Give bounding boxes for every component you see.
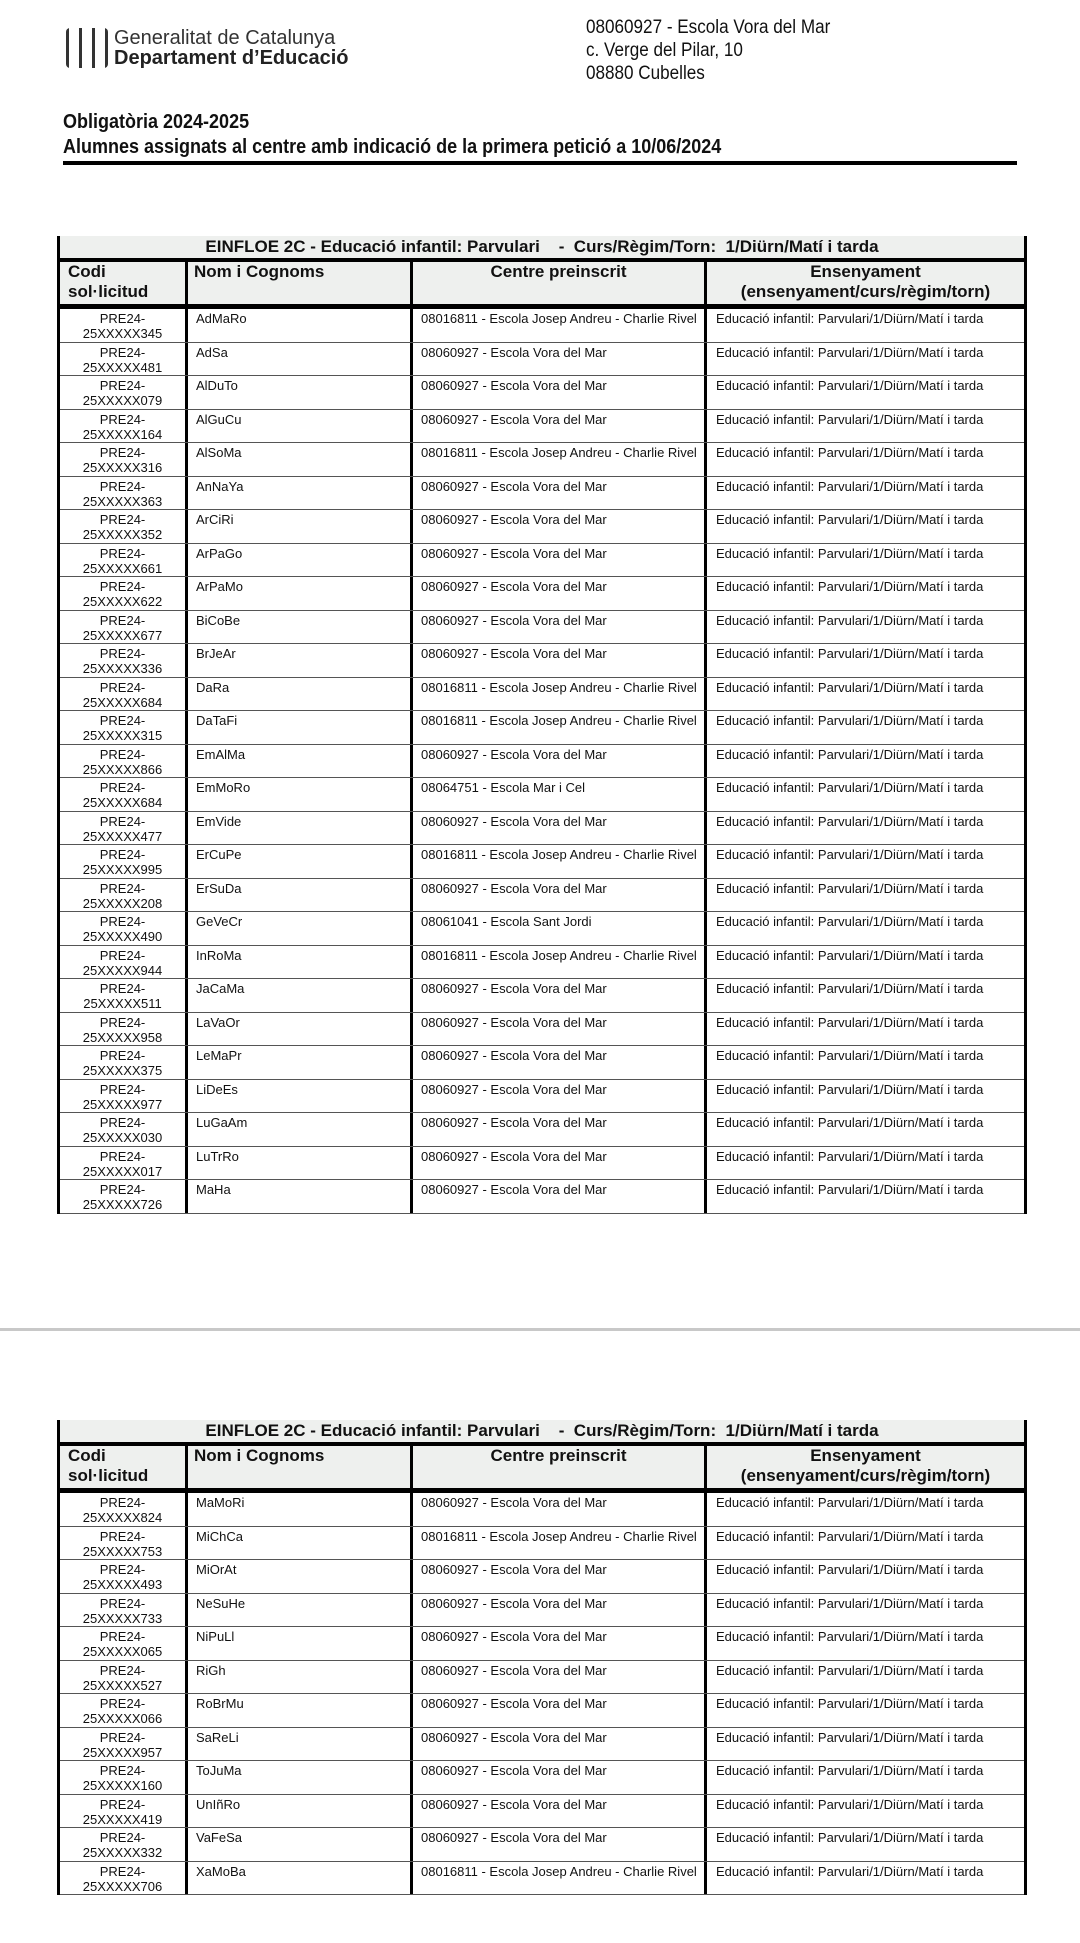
cell-codi: PRE24- 25XXXXX527 <box>82 1662 163 1693</box>
cell-nom: EmAlMa <box>185 745 410 778</box>
cell-codi: PRE24- 25XXXXX066 <box>82 1696 163 1726</box>
table-row <box>60 711 1024 745</box>
cell-codi: PRE24- 25XXXXX345 <box>82 311 163 341</box>
table-header <box>60 1446 1024 1493</box>
cell-codi: PRE24- 25XXXXX684 <box>82 780 163 810</box>
table-row <box>60 1627 1024 1661</box>
table-row <box>60 1013 1024 1047</box>
header-codi-l2: sol·licitud <box>68 282 149 301</box>
header-codi-l2: sol·licitud <box>68 1466 149 1485</box>
generalitat-logo <box>66 28 349 68</box>
table-row <box>60 1046 1024 1080</box>
cell-codi: PRE24- 25XXXXX957 <box>82 1729 163 1760</box>
cell-codi: PRE24- 25XXXXX733 <box>82 1595 163 1626</box>
cell-ensenyament: Educació infantil: Parvulari/1/Diürn/Matí i tarda <box>704 1080 1024 1113</box>
cell-codi: PRE24- 25XXXXX977 <box>82 1081 163 1112</box>
cell-nom: NiPuLl <box>185 1627 410 1660</box>
cell-centre: 08060927 - Escola Vora del Mar <box>410 979 704 1012</box>
cell-ensenyament: Educació infantil: Parvulari/1/Diürn/Matí i tarda <box>704 745 1024 778</box>
cell-nom: DaTaFi <box>185 711 410 744</box>
cell-nom: MiChCa <box>185 1527 410 1560</box>
table-row <box>60 1147 1024 1181</box>
cell-nom: UnIñRo <box>185 1795 410 1828</box>
cell-ensenyament: Educació infantil: Parvulari/1/Diürn/Matí i tarda <box>704 845 1024 878</box>
cell-nom: MiOrAt <box>185 1560 410 1593</box>
header-codi-l1: Codi <box>68 262 106 281</box>
cell-ensenyament: Educació infantil: Parvulari/1/Diürn/Matí i tarda <box>704 410 1024 443</box>
cell-codi: PRE24- 25XXXXX160 <box>82 1763 163 1793</box>
cell-nom: SaReLi <box>185 1728 410 1761</box>
cell-centre: 08016811 - Escola Josep Andreu - Charlie Rivel <box>410 711 704 744</box>
school-street: c. Verge del Pilar, 10 <box>586 40 743 61</box>
cell-centre: 08060927 - Escola Vora del Mar <box>410 1046 704 1079</box>
cell-ensenyament: Educació infantil: Parvulari/1/Diürn/Matí i tarda <box>704 678 1024 711</box>
cell-ensenyament: Educació infantil: Parvulari/1/Diürn/Matí i tarda <box>704 1113 1024 1146</box>
cell-ensenyament: Educació infantil: Parvulari/1/Diürn/Matí i tarda <box>704 1493 1024 1526</box>
table-row <box>60 477 1024 511</box>
cell-ensenyament: Educació infantil: Parvulari/1/Diürn/Matí i tarda <box>704 1013 1024 1046</box>
cell-centre: 08060927 - Escola Vora del Mar <box>410 1661 704 1694</box>
cell-codi: PRE24- 25XXXXX661 <box>82 545 163 576</box>
cell-centre: 08016811 - Escola Josep Andreu - Charlie Rivel <box>410 1527 704 1560</box>
table-title: EINFLOE 2C - Educació infantil: Parvulari - Curs/Règim/Torn: 1/Diürn/Matí i tarda <box>60 1420 1024 1446</box>
cell-nom: VaFeSa <box>185 1828 410 1861</box>
cell-nom: XaMoBa <box>185 1862 410 1895</box>
cell-centre: 08060927 - Escola Vora del Mar <box>410 510 704 543</box>
cell-nom: ErCuPe <box>185 845 410 878</box>
cell-centre: 08060927 - Escola Vora del Mar <box>410 1013 704 1046</box>
cell-nom: ArPaGo <box>185 544 410 577</box>
cell-ensenyament: Educació infantil: Parvulari/1/Diürn/Matí i tarda <box>704 443 1024 476</box>
cell-ensenyament: Educació infantil: Parvulari/1/Diürn/Matí i tarda <box>704 309 1024 342</box>
cell-nom: ToJuMa <box>185 1761 410 1794</box>
cell-ensenyament: Educació infantil: Parvulari/1/Diürn/Matí i tarda <box>704 1527 1024 1560</box>
cell-codi: PRE24- 25XXXXX316 <box>82 445 163 475</box>
cell-centre: 08016811 - Escola Josep Andreu - Charlie Rivel <box>410 443 704 476</box>
cell-nom: LiDeEs <box>185 1080 410 1113</box>
cell-centre: 08060927 - Escola Vora del Mar <box>410 1795 704 1828</box>
table-row <box>60 979 1024 1013</box>
cell-codi: PRE24- 25XXXXX208 <box>82 880 163 911</box>
header-ensenyament-l2: (ensenyament/curs/règim/torn) <box>740 1466 991 1485</box>
table-row <box>60 1795 1024 1829</box>
header-centre: Centre preinscrit <box>410 1446 704 1488</box>
school-name: 08060927 - Escola Vora del Mar <box>586 17 831 38</box>
table-row <box>60 376 1024 410</box>
table-row <box>60 1594 1024 1628</box>
table-row <box>60 1080 1024 1114</box>
cell-ensenyament: Educació infantil: Parvulari/1/Diürn/Matí i tarda <box>704 343 1024 376</box>
header-codi-l1: Codi <box>68 1446 106 1465</box>
school-address <box>586 16 830 85</box>
cell-nom: EmVide <box>185 812 410 845</box>
table-title: EINFLOE 2C - Educació infantil: Parvulari - Curs/Règim/Torn: 1/Diürn/Matí i tarda <box>60 236 1024 262</box>
header-ensenyament <box>704 1446 1024 1488</box>
logo-line-2: Departament d’Educació <box>114 47 349 69</box>
cell-codi: PRE24- 25XXXXX677 <box>82 612 163 643</box>
table-row <box>60 879 1024 913</box>
cell-ensenyament: Educació infantil: Parvulari/1/Diürn/Matí i tarda <box>704 1795 1024 1828</box>
cell-ensenyament: Educació infantil: Parvulari/1/Diürn/Matí i tarda <box>704 1180 1024 1213</box>
cell-codi: PRE24- 25XXXXX030 <box>82 1115 163 1145</box>
cell-ensenyament: Educació infantil: Parvulari/1/Diürn/Matí i tarda <box>704 946 1024 979</box>
cell-centre: 08016811 - Escola Josep Andreu - Charlie Rivel <box>410 946 704 979</box>
cell-codi: PRE24- 25XXXXX336 <box>82 646 163 676</box>
table-row <box>60 1828 1024 1862</box>
cell-codi: PRE24- 25XXXXX017 <box>82 1148 163 1179</box>
cell-centre: 08060927 - Escola Vora del Mar <box>410 1560 704 1593</box>
table-row <box>60 1661 1024 1695</box>
cell-nom: AdMaRo <box>185 309 410 342</box>
cell-centre: 08060927 - Escola Vora del Mar <box>410 1694 704 1727</box>
cell-centre: 08060927 - Escola Vora del Mar <box>410 1594 704 1627</box>
cell-nom: AdSa <box>185 343 410 376</box>
cell-codi: PRE24- 25XXXXX753 <box>82 1528 163 1559</box>
cell-centre: 08060927 - Escola Vora del Mar <box>410 1147 704 1180</box>
cell-nom: InRoMa <box>185 946 410 979</box>
cell-centre: 08060927 - Escola Vora del Mar <box>410 1493 704 1526</box>
cell-centre: 08060927 - Escola Vora del Mar <box>410 376 704 409</box>
cell-nom: BiCoBe <box>185 611 410 644</box>
cell-nom: NeSuHe <box>185 1594 410 1627</box>
cell-codi: PRE24- 25XXXXX481 <box>82 344 163 375</box>
cell-codi: PRE24- 25XXXXX332 <box>82 1830 163 1860</box>
cell-ensenyament: Educació infantil: Parvulari/1/Diürn/Matí i tarda <box>704 1594 1024 1627</box>
cell-codi: PRE24- 25XXXXX684 <box>82 679 163 710</box>
cell-centre: 08061041 - Escola Sant Jordi <box>410 912 704 945</box>
cell-centre: 08060927 - Escola Vora del Mar <box>410 812 704 845</box>
cell-nom: RoBrMu <box>185 1694 410 1727</box>
cell-codi: PRE24- 25XXXXX493 <box>82 1562 163 1592</box>
table-row <box>60 745 1024 779</box>
table-row <box>60 644 1024 678</box>
cell-centre: 08060927 - Escola Vora del Mar <box>410 1761 704 1794</box>
cell-centre: 08016811 - Escola Josep Andreu - Charlie Rivel <box>410 678 704 711</box>
students-table-page-1 <box>57 236 1027 1214</box>
cell-nom: ArPaMo <box>185 577 410 610</box>
cell-ensenyament: Educació infantil: Parvulari/1/Diürn/Matí i tarda <box>704 778 1024 811</box>
table-row <box>60 1113 1024 1147</box>
table-row <box>60 544 1024 578</box>
cell-ensenyament: Educació infantil: Parvulari/1/Diürn/Matí i tarda <box>704 1694 1024 1727</box>
header-nom: Nom i Cognoms <box>185 1446 410 1488</box>
cell-ensenyament: Educació infantil: Parvulari/1/Diürn/Matí i tarda <box>704 644 1024 677</box>
cell-nom: ArCiRi <box>185 510 410 543</box>
header-ensenyament-l2: (ensenyament/curs/règim/torn) <box>740 282 991 301</box>
table-row <box>60 778 1024 812</box>
table-row <box>60 577 1024 611</box>
cell-centre: 08060927 - Escola Vora del Mar <box>410 477 704 510</box>
table-row <box>60 343 1024 377</box>
cell-ensenyament: Educació infantil: Parvulari/1/Diürn/Matí i tarda <box>704 1627 1024 1660</box>
cell-centre: 08060927 - Escola Vora del Mar <box>410 1180 704 1213</box>
header-ensenyament <box>704 262 1024 304</box>
cell-codi: PRE24- 25XXXXX726 <box>82 1182 163 1212</box>
cell-ensenyament: Educació infantil: Parvulari/1/Diürn/Matí i tarda <box>704 879 1024 912</box>
document-title <box>63 110 1017 165</box>
cell-codi: PRE24- 25XXXXX164 <box>82 411 163 442</box>
cell-codi: PRE24- 25XXXXX511 <box>83 981 162 1011</box>
cell-centre: 08016811 - Escola Josep Andreu - Charlie Rivel <box>410 309 704 342</box>
cell-codi: PRE24- 25XXXXX315 <box>82 713 163 743</box>
cell-centre: 08060927 - Escola Vora del Mar <box>410 544 704 577</box>
cell-centre: 08060927 - Escola Vora del Mar <box>410 577 704 610</box>
header-codi <box>60 262 185 304</box>
cell-centre: 08060927 - Escola Vora del Mar <box>410 1728 704 1761</box>
cell-codi: PRE24- 25XXXXX490 <box>82 914 163 944</box>
school-city: 08880 Cubelles <box>586 63 705 84</box>
table-row <box>60 812 1024 846</box>
cell-nom: AnNaYa <box>185 477 410 510</box>
table-row <box>60 1862 1024 1896</box>
cell-ensenyament: Educació infantil: Parvulari/1/Diürn/Matí i tarda <box>704 1828 1024 1861</box>
cell-ensenyament: Educació infantil: Parvulari/1/Diürn/Matí i tarda <box>704 912 1024 945</box>
cell-codi: PRE24- 25XXXXX866 <box>82 746 163 777</box>
cell-nom: EmMoRo <box>185 778 410 811</box>
title-year: Obligatòria 2024-2025 <box>63 111 250 133</box>
header-ensenyament-l1: Ensenyament <box>810 1446 921 1465</box>
cell-nom: GeVeCr <box>185 912 410 945</box>
cell-ensenyament: Educació infantil: Parvulari/1/Diürn/Matí i tarda <box>704 711 1024 744</box>
table-row <box>60 1493 1024 1527</box>
table-row <box>60 443 1024 477</box>
header-nom: Nom i Cognoms <box>185 262 410 304</box>
cell-centre: 08060927 - Escola Vora del Mar <box>410 1113 704 1146</box>
cell-nom: BrJeAr <box>185 644 410 677</box>
cell-ensenyament: Educació infantil: Parvulari/1/Diürn/Matí i tarda <box>704 1560 1024 1593</box>
cell-centre: 08060927 - Escola Vora del Mar <box>410 611 704 644</box>
table-row <box>60 912 1024 946</box>
cell-nom: JaCaMa <box>185 979 410 1012</box>
cell-centre: 08060927 - Escola Vora del Mar <box>410 1828 704 1861</box>
cell-centre: 08064751 - Escola Mar i Cel <box>410 778 704 811</box>
table-row <box>60 946 1024 980</box>
cell-codi: PRE24- 25XXXXX824 <box>82 1495 163 1525</box>
cell-centre: 08060927 - Escola Vora del Mar <box>410 644 704 677</box>
cell-ensenyament: Educació infantil: Parvulari/1/Diürn/Matí i tarda <box>704 1147 1024 1180</box>
table-row <box>60 1761 1024 1795</box>
cell-codi: PRE24- 25XXXXX352 <box>82 512 163 542</box>
cell-ensenyament: Educació infantil: Parvulari/1/Diürn/Matí i tarda <box>704 1661 1024 1694</box>
cell-ensenyament: Educació infantil: Parvulari/1/Diürn/Matí i tarda <box>704 812 1024 845</box>
table-row <box>60 410 1024 444</box>
cell-ensenyament: Educació infantil: Parvulari/1/Diürn/Matí i tarda <box>704 477 1024 510</box>
cell-ensenyament: Educació infantil: Parvulari/1/Diürn/Matí i tarda <box>704 1862 1024 1895</box>
table-row <box>60 611 1024 645</box>
cell-codi: PRE24- 25XXXXX622 <box>82 579 163 609</box>
cell-ensenyament: Educació infantil: Parvulari/1/Diürn/Matí i tarda <box>704 510 1024 543</box>
cell-ensenyament: Educació infantil: Parvulari/1/Diürn/Matí i tarda <box>704 1761 1024 1794</box>
table-row <box>60 309 1024 343</box>
cell-nom: ErSuDa <box>185 879 410 912</box>
cell-nom: LuTrRo <box>185 1147 410 1180</box>
table-row <box>60 845 1024 879</box>
table-row <box>60 1560 1024 1594</box>
cell-ensenyament: Educació infantil: Parvulari/1/Diürn/Matí i tarda <box>704 544 1024 577</box>
cell-ensenyament: Educació infantil: Parvulari/1/Diürn/Matí i tarda <box>704 611 1024 644</box>
table-row <box>60 510 1024 544</box>
cell-ensenyament: Educació infantil: Parvulari/1/Diürn/Matí i tarda <box>704 979 1024 1012</box>
cell-centre: 08016811 - Escola Josep Andreu - Charlie Rivel <box>410 1862 704 1895</box>
cell-ensenyament: Educació infantil: Parvulari/1/Diürn/Matí i tarda <box>704 1728 1024 1761</box>
cell-nom: AlSoMa <box>185 443 410 476</box>
table-header <box>60 262 1024 309</box>
cell-centre: 08060927 - Escola Vora del Mar <box>410 410 704 443</box>
cell-nom: LaVaOr <box>185 1013 410 1046</box>
table-row <box>60 1180 1024 1214</box>
cell-nom: DaRa <box>185 678 410 711</box>
cell-nom: LuGaAm <box>185 1113 410 1146</box>
students-table-page-2 <box>57 1420 1027 1895</box>
cell-nom: LeMaPr <box>185 1046 410 1079</box>
header-centre: Centre preinscrit <box>410 262 704 304</box>
generalitat-emblem-icon <box>66 28 108 68</box>
cell-centre: 08060927 - Escola Vora del Mar <box>410 745 704 778</box>
cell-nom: AlDuTo <box>185 376 410 409</box>
cell-nom: RiGh <box>185 1661 410 1694</box>
header-ensenyament-l1: Ensenyament <box>810 262 921 281</box>
cell-codi: PRE24- 25XXXXX958 <box>82 1014 163 1045</box>
table-row <box>60 1694 1024 1728</box>
cell-centre: 08060927 - Escola Vora del Mar <box>410 879 704 912</box>
cell-nom: AlGuCu <box>185 410 410 443</box>
cell-codi: PRE24- 25XXXXX375 <box>82 1048 163 1078</box>
cell-nom: MaHa <box>185 1180 410 1213</box>
cell-centre: 08060927 - Escola Vora del Mar <box>410 1627 704 1660</box>
table-row <box>60 678 1024 712</box>
logo-line-1: Generalitat de Catalunya <box>114 27 336 49</box>
title-description: Alumnes assignats al centre amb indicació de la primera petició a 10/06/2024 <box>63 136 722 158</box>
cell-ensenyament: Educació infantil: Parvulari/1/Diürn/Matí i tarda <box>704 376 1024 409</box>
table-row <box>60 1527 1024 1561</box>
page-separator <box>0 1328 1080 1331</box>
cell-ensenyament: Educació infantil: Parvulari/1/Diürn/Matí i tarda <box>704 577 1024 610</box>
header-codi <box>60 1446 185 1488</box>
cell-codi: PRE24- 25XXXXX477 <box>82 813 163 844</box>
cell-codi: PRE24- 25XXXXX065 <box>82 1629 163 1659</box>
cell-centre: 08060927 - Escola Vora del Mar <box>410 1080 704 1113</box>
cell-codi: PRE24- 25XXXXX706 <box>82 1863 163 1894</box>
cell-codi: PRE24- 25XXXXX995 <box>82 847 163 877</box>
cell-codi: PRE24- 25XXXXX419 <box>82 1796 163 1827</box>
cell-ensenyament: Educació infantil: Parvulari/1/Diürn/Matí i tarda <box>704 1046 1024 1079</box>
cell-nom: MaMoRi <box>185 1493 410 1526</box>
cell-codi: PRE24- 25XXXXX079 <box>82 378 163 408</box>
cell-centre: 08016811 - Escola Josep Andreu - Charlie Rivel <box>410 845 704 878</box>
table-row <box>60 1728 1024 1762</box>
cell-codi: PRE24- 25XXXXX944 <box>82 947 163 978</box>
cell-centre: 08060927 - Escola Vora del Mar <box>410 343 704 376</box>
cell-codi: PRE24- 25XXXXX363 <box>82 478 163 509</box>
